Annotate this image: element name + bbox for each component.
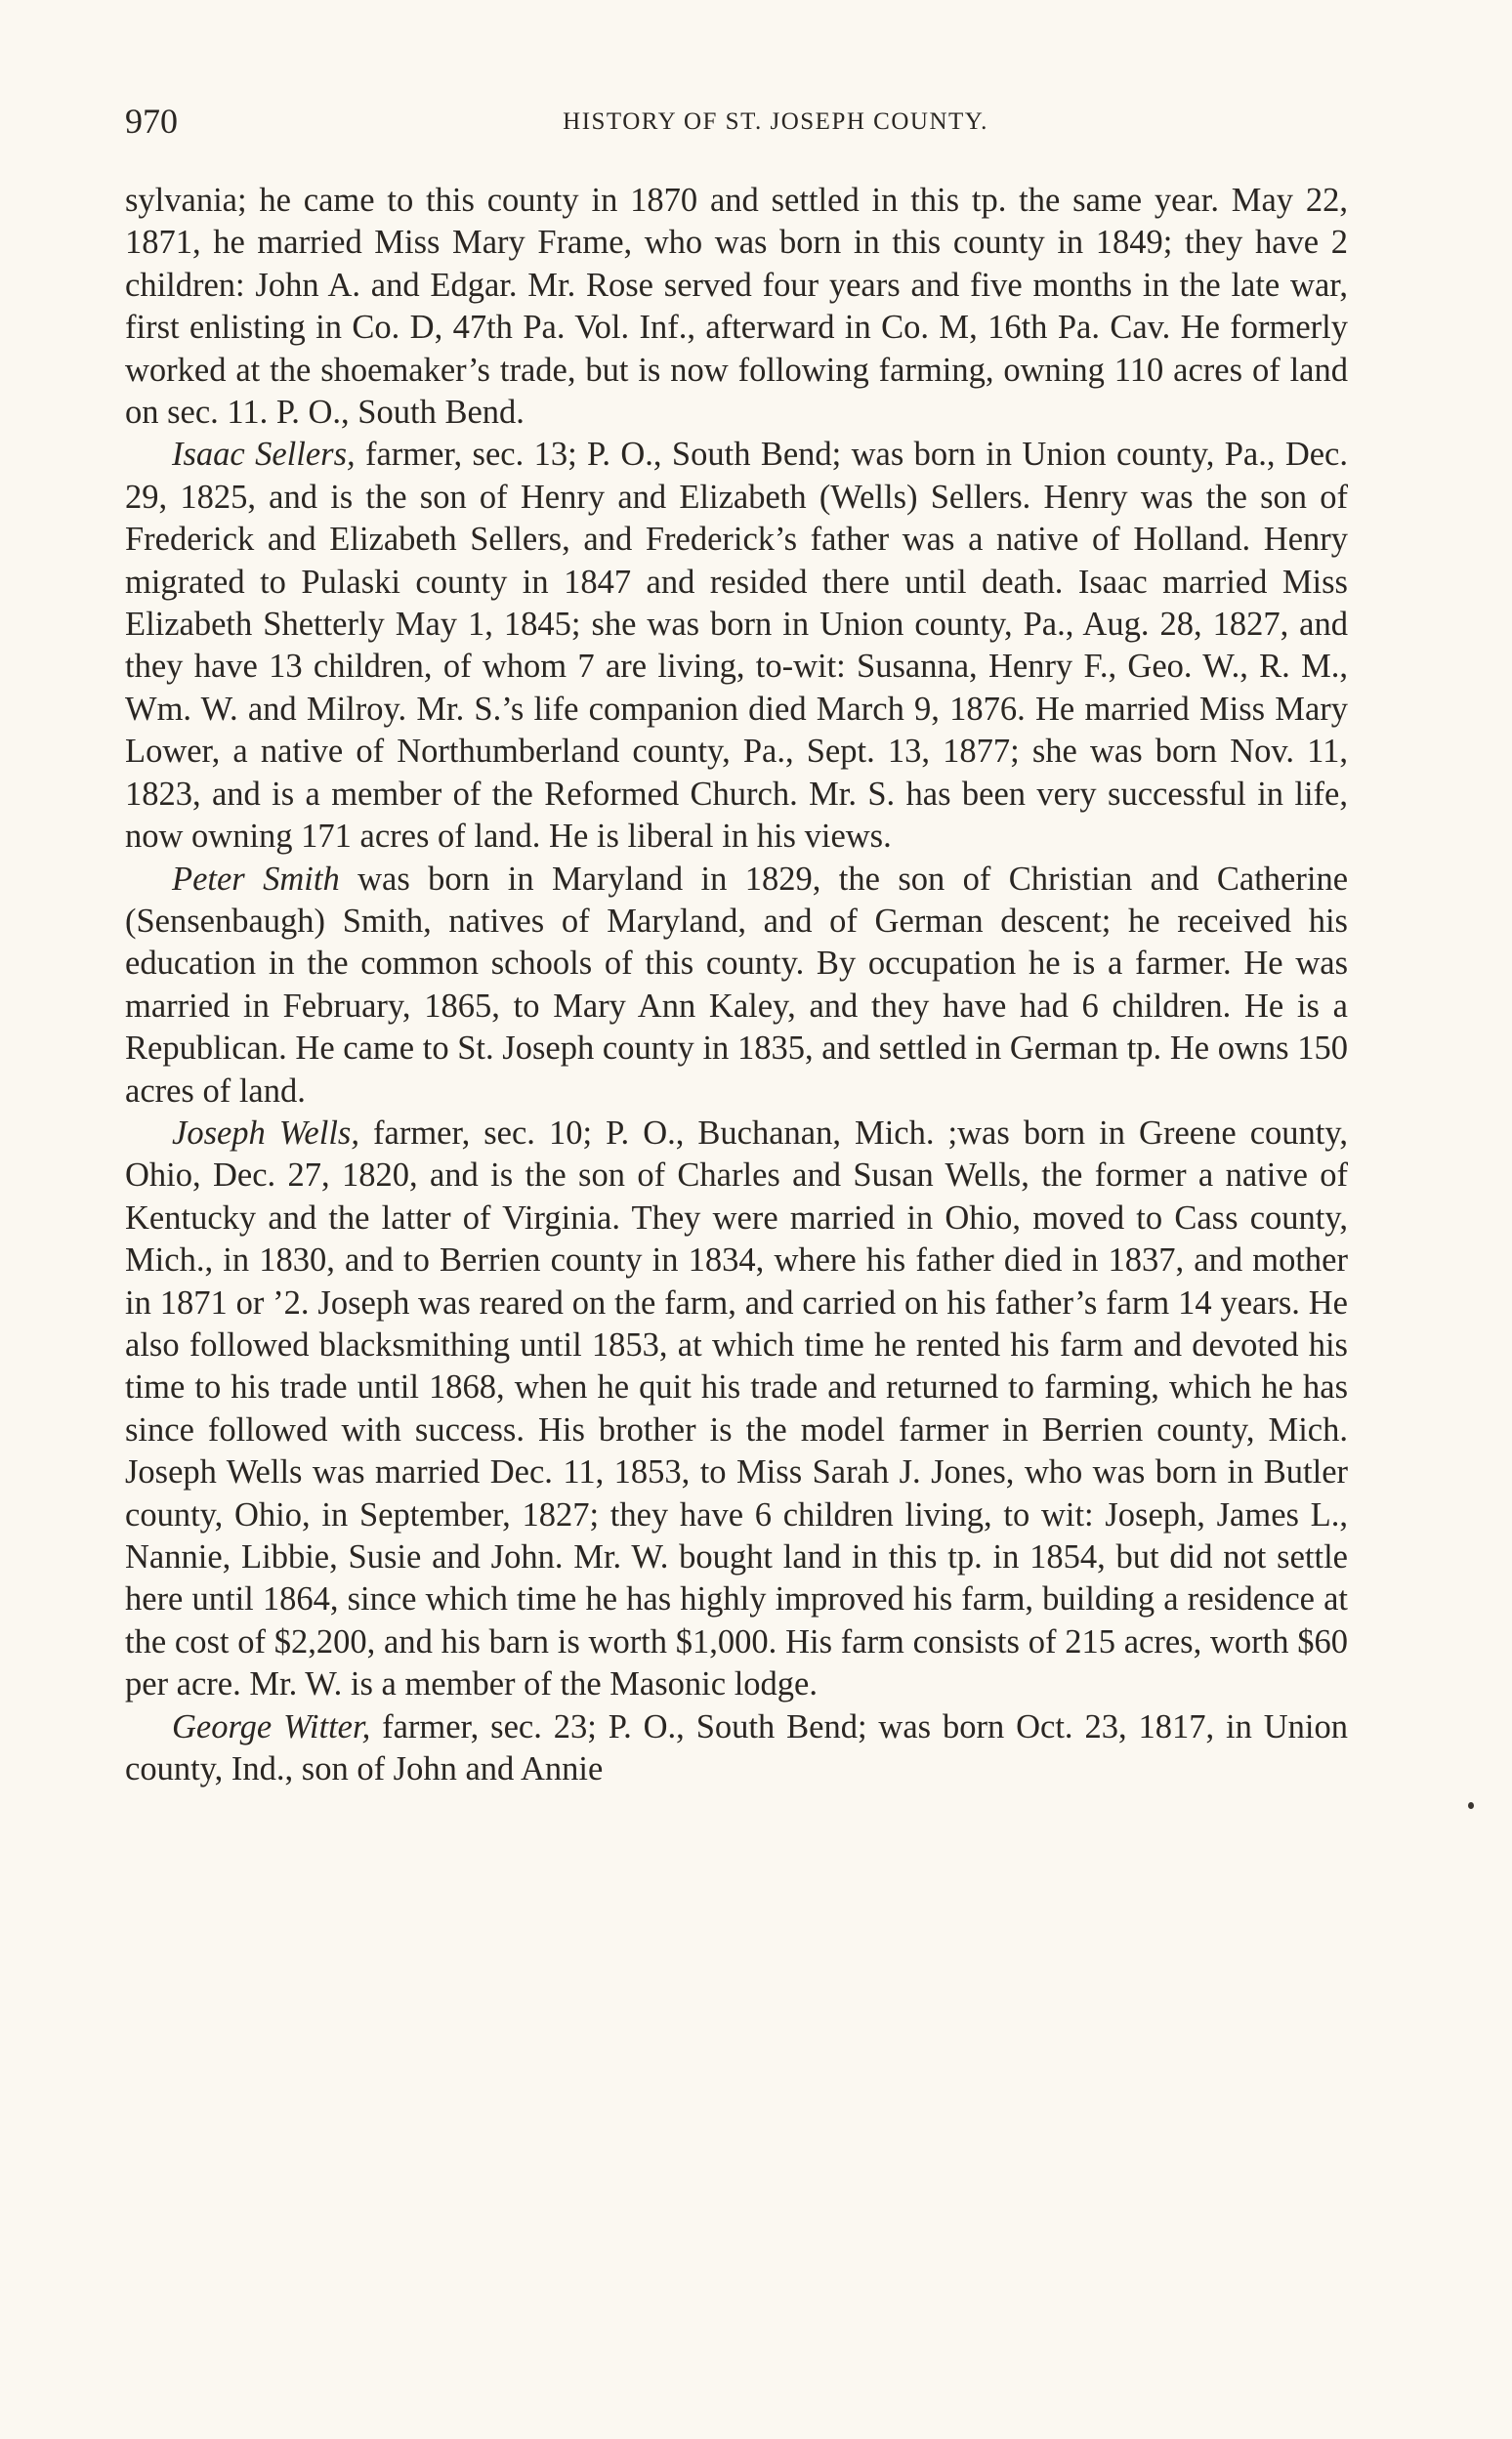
biography-continuation [125, 180, 1348, 434]
biography-entry [125, 1706, 1348, 1791]
biography-entry [125, 859, 1348, 1113]
biography-name: George Witter, [172, 1707, 371, 1745]
page-header-title: HISTORY OF ST. JOSEPH COUNTY. [563, 108, 988, 135]
paragraph-text: sylvania; he came to this county in 1870 and settled in this tp. the same year. May 22, 1871, he married Miss Mary Frame, who was born in this county in 1849; they have 2 children: John A. and Edgar. Mr. Rose served four years and five months in the late war, first enlisting in Co. D, 47th Pa. Vol. Inf., afterward in Co. M, 16th Pa. Cav. He formerly worked at the shoemaker’s trade, but is now following farming, owning 110 acres of land on sec. 11. P. O., South Bend. [125, 182, 1348, 432]
body-text [125, 180, 1348, 1790]
paragraph-text: farmer, sec. 23; P. O., South Bend; was born Oct. 23, 1817, in Union county, Ind., son of John and Annie [125, 1707, 1348, 1788]
biography-name: Joseph Wells, [172, 1114, 359, 1152]
biography-entry [125, 1113, 1348, 1706]
paragraph-text: was born in Maryland in 1829, the son of Christian and Catherine (Sensenbaugh) Smith, natives of Maryland, and of German descent; he received his education in the common schools of this county. By occupation he is a farmer. He was married in February, 1865, to Mary Ann Kaley, and they have had 6 children. He is a Republican. He came to St. Joseph county in 1835, and settled in German tp. He owns 150 acres of land. [125, 860, 1349, 1110]
paragraph-text: farmer, sec. 10; P. O., Buchanan, Mich. ;was born in Greene county, Ohio, Dec. 27, 1820, and is the son of Charles and Susan Wells, the former a native of Kentucky and the latter of Virginia. They were married in Ohio, moved to Cass county, Mich., in 1830, and to Berrien county in 1834, where his father died in 1837, and mother in 1871 or ’2. Joseph was reared on the farm, and carried on his father’s farm 14 years. He also followed blacksmithing until 1853, at which time he rented his farm and devoted his time to his trade until 1868, when he quit his trade and returned to farming, which he has since followed with success. His brother is the model farmer in Berrien county, Mich. Joseph Wells was married Dec. 11, 1853, to Miss Sarah J. Jones, who was born in Butler county, Ohio, in September, 1827; they have 6 children living, to wit: Joseph, James L., Nannie, Libbie, Susie and John. Mr. W. bought land in this tp. in 1854, but did not settle here until 1864, since which time he has highly improved his farm, building a residence at the cost of $2,200, and his barn is worth $1,000. His farm consists of 215 acres, worth $60 per acre. Mr. W. is a member of the Masonic lodge. [125, 1114, 1348, 1703]
page-number: 970 [125, 102, 178, 141]
ink-speck [1468, 1802, 1474, 1809]
running-head [125, 102, 1348, 141]
paragraph-text: farmer, sec. 13; P. O., South Bend; was born in Union county, Pa., Dec. 29, 1825, and is the son of Henry and Elizabeth (Wells) Sellers. Henry was the son of Frederick and Elizabeth Sellers, and Frederick’s father was a native of Holland. Henry migrated to Pulaski county in 1847 and resided there until death. Isaac married Miss Elizabeth Shetterly May 1, 1845; she was born in Union county, Pa., Aug. 28, 1827, and they have 13 children, of whom 7 are living, to-wit: Susanna, Henry F., Geo. W., R. M., Wm. W. and Milroy. Mr. S.’s life companion died March 9, 1876. He married Miss Mary Lower, a native of Northumberland county, Pa., Sept. 13, 1877; she was born Nov. 11, 1823, and is a member of the Reformed Church. Mr. S. has been very successful in life, now owning 171 acres of land. He is liberal in his views. [125, 436, 1348, 856]
biography-entry [125, 434, 1348, 858]
biography-name: Isaac Sellers, [172, 436, 356, 474]
biography-name: Peter Smith [172, 860, 340, 898]
